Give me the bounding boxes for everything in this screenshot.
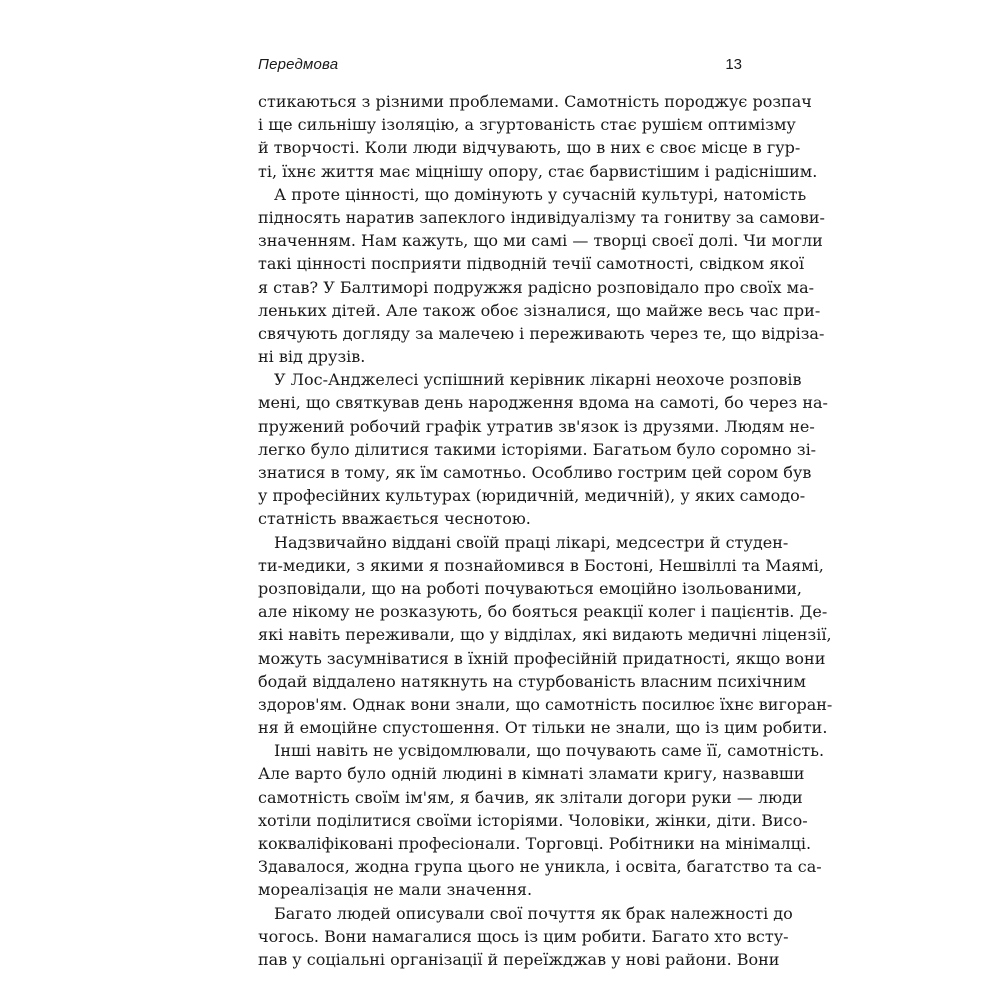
text-line: статність вважається чеснотою. (258, 509, 531, 529)
page-number: 13 (725, 56, 742, 73)
text-line: ти-медики, з якими я познайомився в Бостоні, Нешвіллі та Маямі, (258, 555, 824, 575)
text-line: й творчості. Коли люди відчувають, що в них є своє місце в гур- (258, 138, 801, 158)
text-line: свячують догляду за малечею і переживають через те, що відріза- (258, 323, 825, 343)
text-line: розповідали, що на роботі почуваються емоційно ізольованими, (258, 578, 803, 598)
text-line: мені, що святкував день народження вдома на самоті, бо через на- (258, 393, 828, 413)
text-line: у професійних культурах (юридичній, медичній), у яких самодо- (258, 486, 806, 506)
text-line: чогось. Вони намагалися щось із цим робити. Багато хто всту- (258, 926, 789, 946)
text-line: Але варто було одній людині в кімнаті зламати кригу, назвавши (258, 764, 805, 784)
text-line: бодай віддалено натякнуть на стурбованість власним психічним (258, 671, 806, 691)
body-text (258, 90, 833, 971)
text-line: я став? У Балтиморі подружжя радісно розповідало про своїх ма- (258, 277, 815, 297)
text-line: і ще сильнішу ізоляцію, а згуртованість стає рушієм оптимізму (258, 115, 796, 135)
text-line: леньких дітей. Але також обоє зізналися, що майже весь час при- (258, 300, 821, 320)
text-line: кокваліфіковані професіонали. Торговці. Робітники на мінімалці. (258, 834, 812, 853)
text-line: пружений робочий графік утратив зв'язок із друзями. Людям не- (258, 416, 815, 436)
text-line: мореалізація не мали значення. (258, 880, 533, 900)
text-line: ня й емоційне спустошення. От тільки не знали, що із цим робити. (258, 718, 828, 738)
text-line: пав у соціальні організації й переїжджав у нові райони. Вони (258, 949, 780, 969)
text-line: здоров'ям. Однак вони знали, що самотність посилює їхнє вигоран- (258, 694, 833, 714)
text-line: Здавалося, жодна група цього не уникла, і освіта, багатство та са- (258, 857, 822, 877)
text-line: які навіть переживали, що у відділах, які видають медичні ліцензії, (258, 625, 832, 645)
text-line: У Лос-Анджелесі успішний керівник лікарні неохоче розповів (274, 370, 802, 390)
text-line: ті, їхнє життя має міцнішу опору, стає барвистішим і радіснішим. (258, 161, 818, 181)
text-line: самотність своїм ім'ям, я бачив, як злітали догори руки — люди (258, 787, 803, 807)
text-line: але нікому не розказують, бо бояться реакції колег і пацієнтів. Де- (258, 602, 828, 622)
text-line: ні від друзів. (258, 347, 366, 367)
text-line: А проте цінності, що домінують у сучасній культурі, натомість (274, 184, 807, 204)
text-line: Надзвичайно віддані своїй праці лікарі, медсестри й студен- (274, 532, 789, 552)
text-line: хотіли поділитися своїми історіями. Чоловіки, жінки, діти. Висо- (258, 810, 808, 830)
text-line: підносять наратив запеклого індивідуалізму та гонитву за самови- (258, 207, 825, 227)
text-line: знатися в тому, як їм самотньо. Особливо гострим цей сором був (258, 463, 812, 482)
text-line: можуть засумніватися в їхній професійній придатності, якщо вони (258, 648, 826, 668)
text-line: такі цінності посприяти підводній течії самотності, свідком якої (258, 254, 805, 274)
text-line: Багато людей описували свої почуття як брак належності до (274, 903, 793, 923)
text-line: Інші навіть не усвідомлювали, що почувають саме її, самотність. (274, 741, 825, 761)
running-head: Передмова (258, 56, 339, 73)
text-line: легко було ділитися такими історіями. Багатьом було соромно зі- (258, 439, 817, 459)
text-line: значенням. Нам кажуть, що ми самі — творці своєї долі. Чи могли (258, 231, 823, 251)
text-line: стикаються з різними проблемами. Самотність породжує розпач (258, 92, 812, 111)
